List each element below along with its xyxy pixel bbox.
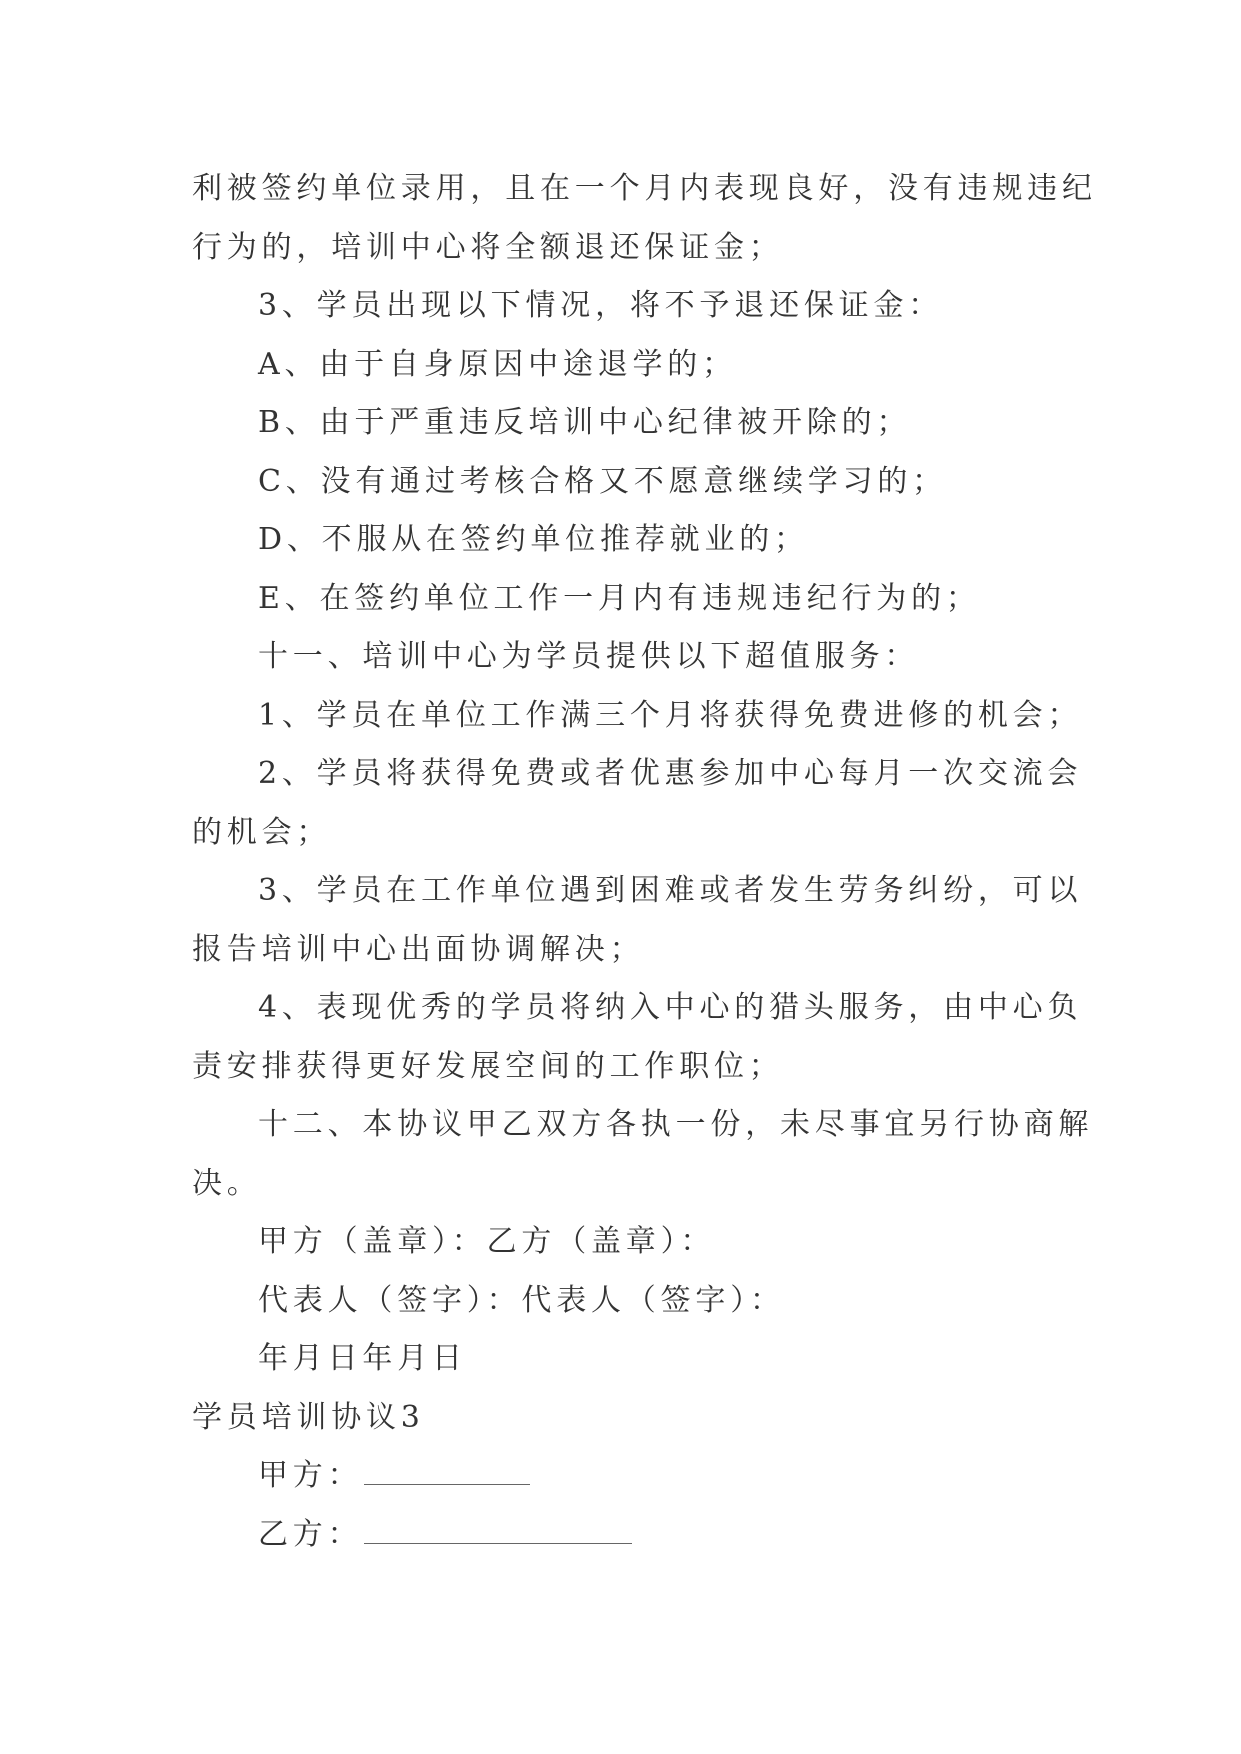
signature-line: 甲方（盖章）：乙方（盖章）： xyxy=(258,1224,716,1259)
section-title: 学员培训协议3 xyxy=(192,1399,425,1435)
signature-line: 代表人（签字）：代表人（签字）： xyxy=(258,1282,785,1318)
text-line: C、没有通过考核合格又不愿意继续学习的； xyxy=(258,463,947,499)
text-line: D、不服从在签约单位推荐就业的； xyxy=(258,522,809,557)
text-line: 报告培训中心出面协调解决； xyxy=(192,931,645,967)
text-line: B、由于严重违反培训中心纪律被开除的； xyxy=(258,405,912,440)
party-b-label: 乙方： xyxy=(258,1516,363,1552)
text-line: A、由于自身原因中途退学的； xyxy=(258,346,737,382)
text-line: 十二、本协议甲乙双方各执一份，未尽事宜另行协商解 xyxy=(258,1107,1094,1142)
text-line: 决。 xyxy=(192,1165,262,1201)
party-a-row xyxy=(192,1447,1052,1506)
text-line: 4、表现优秀的学员将纳入中心的猎头服务，由中心负 xyxy=(258,990,1083,1025)
text-line: 3、学员出现以下情况，将不予退还保证金： xyxy=(258,288,944,323)
text-line: 十一、培训中心为学员提供以下超值服务： xyxy=(258,639,920,674)
text-line: 行为的，培训中心将全额退还保证金； xyxy=(192,229,784,265)
text-line: E、在签约单位工作一月内有违规违纪行为的； xyxy=(258,580,981,616)
party-b-blank xyxy=(364,1517,632,1544)
date-line: 年月日年月日 xyxy=(258,1341,467,1376)
text-line: 3、学员在工作单位遇到困难或者发生劳务纠纷，可以 xyxy=(258,873,1083,908)
party-a-blank xyxy=(364,1458,530,1485)
text-line: 1、学员在单位工作满三个月将获得免费进修的机会； xyxy=(258,697,1083,733)
text-line: 的机会； xyxy=(192,814,332,850)
party-b-row xyxy=(192,1506,1052,1565)
text-line: 利被签约单位录用，且在一个月内表现良好，没有违规违纪 xyxy=(192,171,1097,206)
text-line: 责安排获得更好发展空间的工作职位； xyxy=(192,1048,784,1084)
text-line: 2、学员将获得免费或者优惠参加中心每月一次交流会 xyxy=(258,756,1083,791)
party-a-label: 甲方： xyxy=(258,1458,363,1493)
document-page xyxy=(192,160,1097,1564)
